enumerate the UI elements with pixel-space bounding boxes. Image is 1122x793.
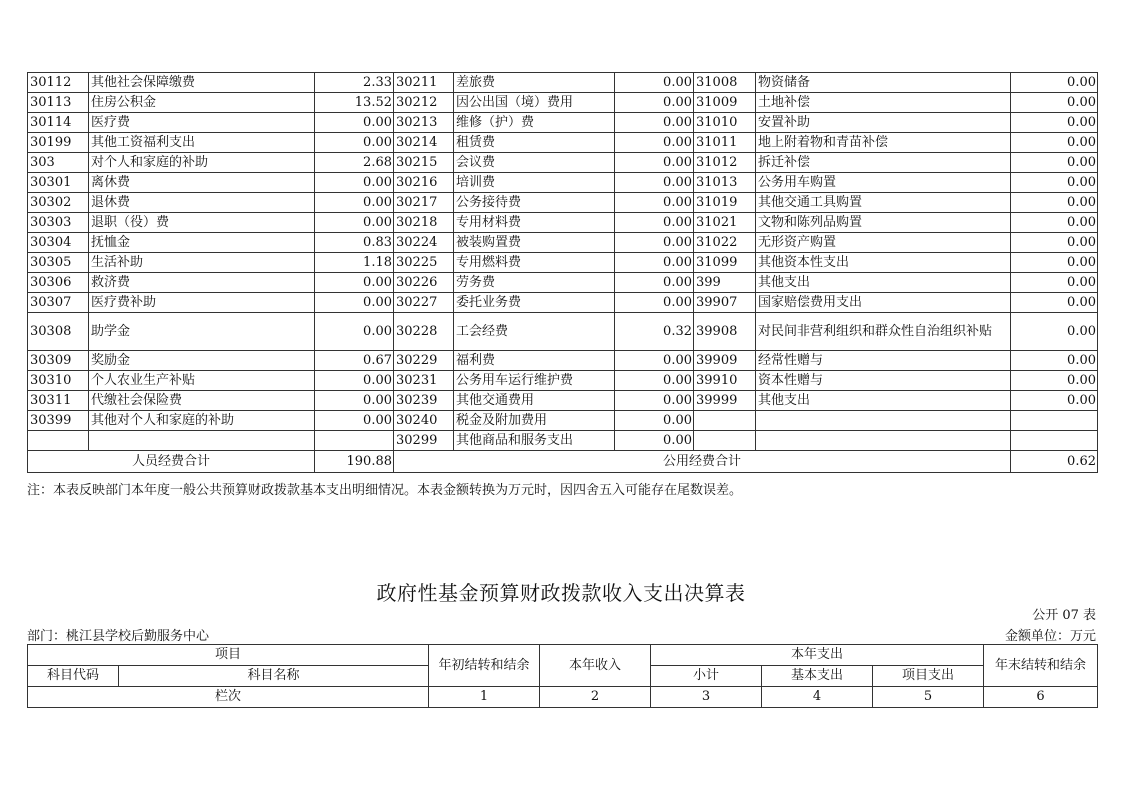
code-cell: 39907 (694, 293, 756, 313)
value-cell: 0.00 (615, 411, 694, 431)
code-cell: 30399 (28, 411, 89, 431)
header-basic-expense: 基本支出 (762, 666, 873, 687)
code-cell: 31099 (694, 253, 756, 273)
name-cell: 物资储备 (756, 73, 1011, 93)
name-cell: 对个人和家庭的补助 (89, 153, 315, 173)
public-total-value: 0.62 (1011, 451, 1098, 473)
header-opening-balance: 年初结转和结余 (429, 645, 540, 687)
code-cell: 30239 (394, 391, 454, 411)
table-row (28, 133, 1098, 153)
value-cell (315, 431, 394, 451)
value-cell: 0.00 (1011, 273, 1098, 293)
value-cell: 0.00 (1011, 253, 1098, 273)
code-cell: 30303 (28, 213, 89, 233)
code-cell (28, 431, 89, 451)
code-cell: 30216 (394, 173, 454, 193)
value-cell: 0.00 (615, 193, 694, 213)
value-cell: 0.00 (1011, 391, 1098, 411)
name-cell: 生活补助 (89, 253, 315, 273)
value-cell: 0.67 (315, 351, 394, 371)
value-cell: 0.00 (615, 153, 694, 173)
value-cell (1011, 431, 1098, 451)
name-cell: 资本性赠与 (756, 371, 1011, 391)
value-cell: 0.00 (615, 133, 694, 153)
code-cell: 30305 (28, 253, 89, 273)
name-cell: 奖励金 (89, 351, 315, 371)
code-cell: 30199 (28, 133, 89, 153)
value-cell: 0.00 (615, 371, 694, 391)
table-row (28, 113, 1098, 133)
code-cell: 30301 (28, 173, 89, 193)
fund-budget-table (27, 644, 1098, 708)
code-cell: 30112 (28, 73, 89, 93)
code-cell: 30212 (394, 93, 454, 113)
code-cell: 303 (28, 153, 89, 173)
code-cell: 30218 (394, 213, 454, 233)
name-cell: 助学金 (89, 313, 315, 351)
value-cell: 0.00 (615, 293, 694, 313)
code-cell: 30228 (394, 313, 454, 351)
table-row (28, 411, 1098, 431)
name-cell: 委托业务费 (454, 293, 615, 313)
code-cell: 31012 (694, 153, 756, 173)
value-cell: 0.00 (1011, 153, 1098, 173)
code-cell: 30226 (394, 273, 454, 293)
name-cell: 离休费 (89, 173, 315, 193)
value-cell: 0.00 (615, 273, 694, 293)
code-cell: 30310 (28, 371, 89, 391)
value-cell: 0.00 (315, 273, 394, 293)
name-cell: 救济费 (89, 273, 315, 293)
value-cell: 0.00 (315, 113, 394, 133)
code-cell: 39910 (694, 371, 756, 391)
code-cell: 30217 (394, 193, 454, 213)
code-cell: 30308 (28, 313, 89, 351)
name-cell: 差旅费 (454, 73, 615, 93)
value-cell: 0.00 (615, 351, 694, 371)
name-cell: 医疗费 (89, 113, 315, 133)
name-cell (756, 411, 1011, 431)
name-cell: 公务用车运行维护费 (454, 371, 615, 391)
code-cell: 30113 (28, 93, 89, 113)
value-cell: 0.00 (615, 391, 694, 411)
name-cell: 文物和陈列品购置 (756, 213, 1011, 233)
name-cell: 被装购置费 (454, 233, 615, 253)
value-cell: 0.00 (1011, 173, 1098, 193)
name-cell (756, 431, 1011, 451)
code-cell: 39908 (694, 313, 756, 351)
header-subject-name: 科目名称 (119, 666, 429, 687)
value-cell: 0.00 (315, 293, 394, 313)
name-cell: 退休费 (89, 193, 315, 213)
column-number: 6 (984, 687, 1098, 708)
table-row (28, 153, 1098, 173)
table-row (28, 391, 1098, 411)
name-cell: 地上附着物和青苗补偿 (756, 133, 1011, 153)
value-cell: 0.00 (615, 93, 694, 113)
header-closing-balance: 年末结转和结余 (984, 645, 1098, 687)
name-cell: 其他工资福利支出 (89, 133, 315, 153)
value-cell: 0.00 (315, 313, 394, 351)
name-cell: 经常性赠与 (756, 351, 1011, 371)
value-cell: 0.00 (1011, 293, 1098, 313)
public-total-label: 公用经费合计 (394, 451, 1011, 473)
name-cell: 因公出国（境）费用 (454, 93, 615, 113)
column-number: 2 (540, 687, 651, 708)
name-cell: 公务用车购置 (756, 173, 1011, 193)
value-cell: 0.00 (1011, 93, 1098, 113)
name-cell: 退职（役）费 (89, 213, 315, 233)
name-cell: 拆迁补偿 (756, 153, 1011, 173)
table-row (28, 213, 1098, 233)
header-income: 本年收入 (540, 645, 651, 687)
code-cell: 31021 (694, 213, 756, 233)
code-cell: 30229 (394, 351, 454, 371)
value-cell: 0.00 (315, 391, 394, 411)
code-cell (694, 431, 756, 451)
name-cell: 公务接待费 (454, 193, 615, 213)
name-cell: 其他支出 (756, 391, 1011, 411)
code-cell: 30306 (28, 273, 89, 293)
column-number: 4 (762, 687, 873, 708)
expense-table-body (28, 73, 1098, 451)
value-cell: 0.83 (315, 233, 394, 253)
value-cell: 0.32 (615, 313, 694, 351)
code-cell: 30225 (394, 253, 454, 273)
value-cell: 0.00 (315, 371, 394, 391)
value-cell: 0.00 (615, 233, 694, 253)
table-row (28, 313, 1098, 351)
code-cell: 30211 (394, 73, 454, 93)
code-cell: 30231 (394, 371, 454, 391)
code-cell: 399 (694, 273, 756, 293)
value-cell: 0.00 (615, 173, 694, 193)
name-cell: 无形资产购置 (756, 233, 1011, 253)
code-cell: 31010 (694, 113, 756, 133)
table-row (28, 351, 1098, 371)
code-cell: 31019 (694, 193, 756, 213)
code-cell: 30302 (28, 193, 89, 213)
header-item: 项目 (28, 645, 429, 666)
code-cell: 31009 (694, 93, 756, 113)
code-cell: 39909 (694, 351, 756, 371)
totals-row (28, 451, 1098, 473)
name-cell: 土地补偿 (756, 93, 1011, 113)
value-cell: 0.00 (315, 173, 394, 193)
name-cell (89, 431, 315, 451)
name-cell: 国家赔偿费用支出 (756, 293, 1011, 313)
value-cell: 2.33 (315, 73, 394, 93)
name-cell: 医疗费补助 (89, 293, 315, 313)
name-cell: 个人农业生产补贴 (89, 371, 315, 391)
code-cell: 30240 (394, 411, 454, 431)
personnel-total-value: 190.88 (315, 451, 394, 473)
value-cell: 0.00 (1011, 113, 1098, 133)
column-number: 1 (429, 687, 540, 708)
table-row (28, 293, 1098, 313)
name-cell: 专用燃料费 (454, 253, 615, 273)
name-cell: 会议费 (454, 153, 615, 173)
code-cell: 30213 (394, 113, 454, 133)
name-cell: 对民间非营利组织和群众性自治组织补贴 (756, 313, 1011, 351)
table-row (28, 273, 1098, 293)
header-row-1 (28, 645, 1098, 666)
name-cell: 其他商品和服务支出 (454, 431, 615, 451)
value-cell: 0.00 (1011, 213, 1098, 233)
name-cell: 工会经费 (454, 313, 615, 351)
value-cell: 0.00 (615, 253, 694, 273)
name-cell: 安置补助 (756, 113, 1011, 133)
value-cell: 0.00 (315, 133, 394, 153)
code-cell: 30304 (28, 233, 89, 253)
value-cell: 0.00 (315, 213, 394, 233)
code-cell: 39999 (694, 391, 756, 411)
code-cell: 31022 (694, 233, 756, 253)
code-cell: 30215 (394, 153, 454, 173)
table-row (28, 93, 1098, 113)
value-cell: 0.00 (1011, 193, 1098, 213)
code-cell: 30299 (394, 431, 454, 451)
value-cell: 0.00 (615, 213, 694, 233)
name-cell: 其他资本性支出 (756, 253, 1011, 273)
value-cell: 0.00 (615, 73, 694, 93)
table-row (28, 253, 1098, 273)
name-cell: 专用材料费 (454, 213, 615, 233)
value-cell: 13.52 (315, 93, 394, 113)
table-row (28, 193, 1098, 213)
code-cell: 30309 (28, 351, 89, 371)
table-row (28, 233, 1098, 253)
column-number: 5 (873, 687, 984, 708)
value-cell: 0.00 (1011, 371, 1098, 391)
name-cell: 抚恤金 (89, 233, 315, 253)
personnel-total-label: 人员经费合计 (28, 451, 315, 473)
value-cell (1011, 411, 1098, 431)
name-cell: 福利费 (454, 351, 615, 371)
name-cell: 劳务费 (454, 273, 615, 293)
fund-table-title: 政府性基金预算财政拨款收入支出决算表 (376, 581, 746, 605)
code-cell: 31013 (694, 173, 756, 193)
header-subject-code: 科目代码 (28, 666, 119, 687)
value-cell: 0.00 (1011, 351, 1098, 371)
name-cell: 其他支出 (756, 273, 1011, 293)
name-cell: 税金及附加费用 (454, 411, 615, 431)
value-cell: 2.68 (315, 153, 394, 173)
code-cell: 31008 (694, 73, 756, 93)
column-no-label: 栏次 (28, 687, 429, 708)
name-cell: 其他社会保障缴费 (89, 73, 315, 93)
table-row (28, 371, 1098, 391)
column-number-row (28, 687, 1098, 708)
department-label: 部门：桃江县学校后勤服务中心 (27, 629, 210, 644)
header-project-expense: 项目支出 (873, 666, 984, 687)
code-cell: 30227 (394, 293, 454, 313)
form-number: 公开 07 表 (1032, 608, 1096, 623)
value-cell: 0.00 (315, 193, 394, 213)
code-cell: 30224 (394, 233, 454, 253)
value-cell: 0.00 (1011, 233, 1098, 253)
code-cell: 31011 (694, 133, 756, 153)
table-row (28, 73, 1098, 93)
value-cell: 0.00 (615, 431, 694, 451)
name-cell: 其他交通工具购置 (756, 193, 1011, 213)
table-row (28, 431, 1098, 451)
table-row (28, 173, 1098, 193)
value-cell: 0.00 (1011, 313, 1098, 351)
code-cell: 30311 (28, 391, 89, 411)
value-cell: 0.00 (1011, 133, 1098, 153)
code-cell: 30307 (28, 293, 89, 313)
name-cell: 代缴社会保险费 (89, 391, 315, 411)
value-cell: 1.18 (315, 253, 394, 273)
column-number: 3 (651, 687, 762, 708)
expense-detail-table (27, 72, 1098, 473)
name-cell: 租赁费 (454, 133, 615, 153)
code-cell (694, 411, 756, 431)
header-subtotal: 小计 (651, 666, 762, 687)
code-cell: 30214 (394, 133, 454, 153)
name-cell: 其他交通费用 (454, 391, 615, 411)
value-cell: 0.00 (315, 411, 394, 431)
value-cell: 0.00 (615, 113, 694, 133)
code-cell: 30114 (28, 113, 89, 133)
value-cell: 0.00 (1011, 73, 1098, 93)
name-cell: 维修（护）费 (454, 113, 615, 133)
header-expense: 本年支出 (651, 645, 984, 666)
name-cell: 住房公积金 (89, 93, 315, 113)
name-cell: 其他对个人和家庭的补助 (89, 411, 315, 431)
table-note: 注：本表反映部门本年度一般公共预算财政拨款基本支出明细情况。本表金额转换为万元时，因四舍五入可能存在尾数误差。 (27, 483, 743, 498)
amount-unit-label: 金额单位：万元 (1004, 629, 1096, 644)
name-cell: 培训费 (454, 173, 615, 193)
